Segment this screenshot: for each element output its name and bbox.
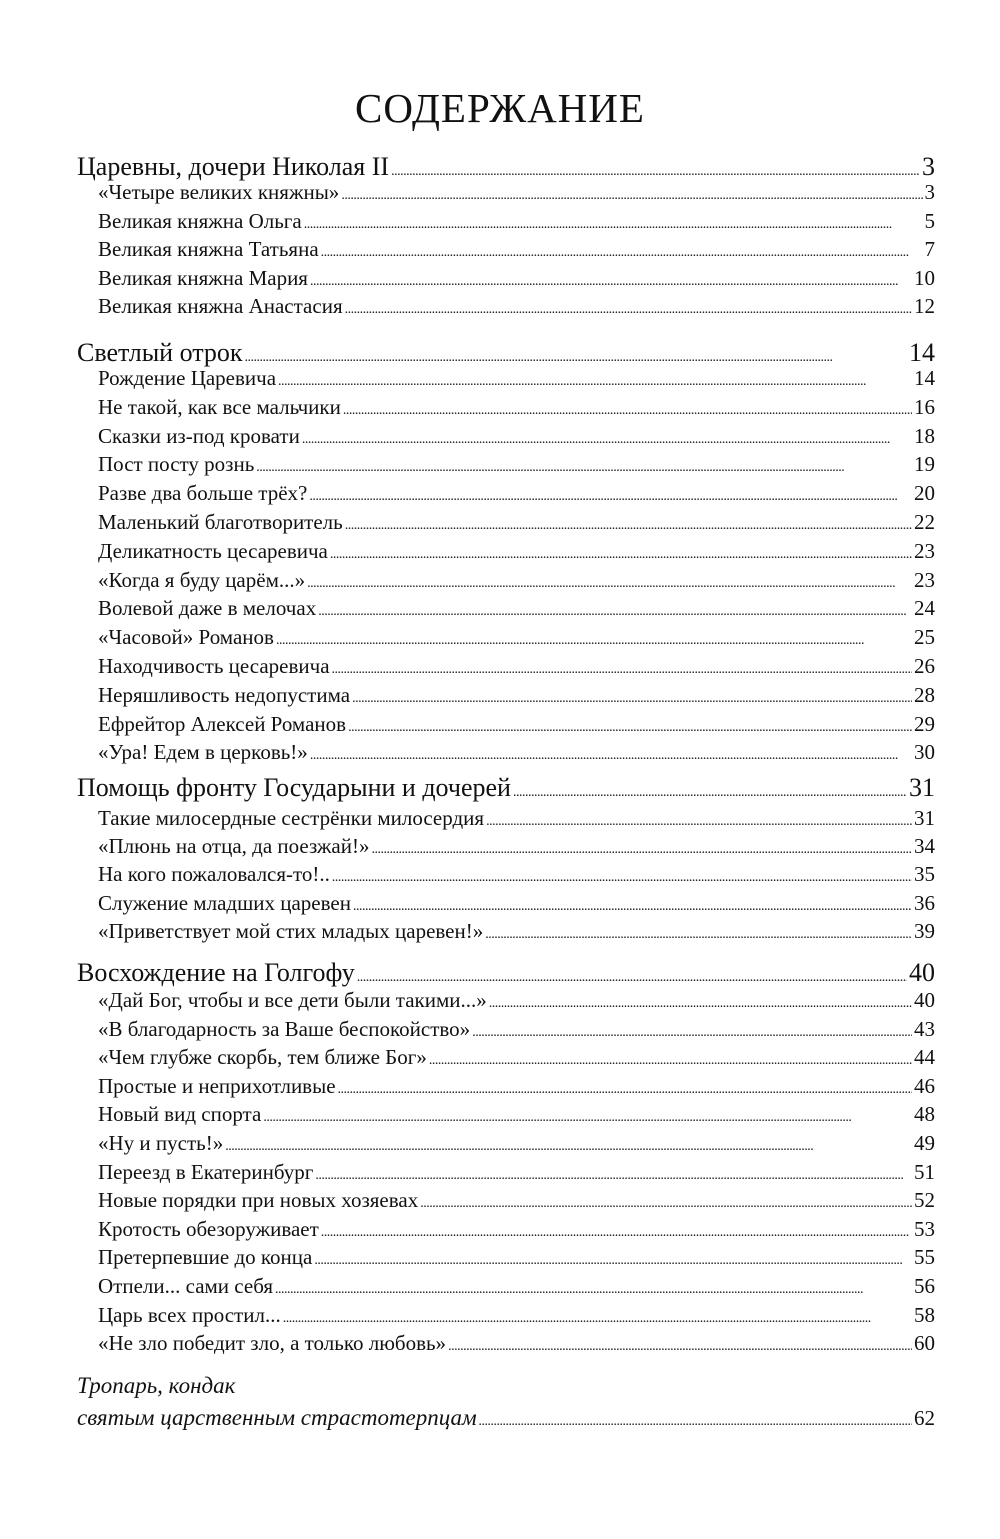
toc-entry[interactable]	[98, 1131, 935, 1159]
entry-title: Рождение Царевича	[98, 366, 277, 390]
entry-title: «Приветствует мой стих младых царевен!»	[98, 918, 484, 943]
entry-title: Разве два больше трёх?	[98, 481, 308, 506]
section-entry[interactable]	[77, 773, 935, 807]
entry-page-number: 55	[914, 1245, 935, 1270]
leader-dots	[283, 1303, 912, 1328]
entry-page-number: 34	[914, 834, 935, 859]
entry-page-number: 31	[914, 806, 935, 830]
toc-entry[interactable]	[98, 1102, 935, 1130]
entry-title: «Не зло победит зло, а только любовь»	[98, 1331, 447, 1356]
entry-title: Великая княжна Татьяна	[98, 237, 319, 262]
entry-page-number: 23	[914, 567, 935, 592]
entry-page-number: 14	[914, 366, 935, 390]
entry-page-number: 53	[914, 1216, 935, 1241]
leader-dots	[315, 1160, 912, 1185]
toc-entry[interactable]	[98, 1074, 935, 1102]
leader-dots	[256, 452, 912, 477]
entry-page-number: 56	[914, 1274, 935, 1298]
leader-dots	[310, 266, 912, 291]
leader-dots	[429, 1045, 912, 1070]
entry-page-number: 16	[914, 394, 935, 419]
entry-page-number: 40	[914, 988, 935, 1012]
entry-page-number: 44	[914, 1045, 935, 1070]
toc-entry[interactable]	[98, 683, 935, 711]
entry-title: «Четыре великих княжны»	[98, 180, 340, 204]
leader-dots	[353, 891, 912, 916]
appendix-title-line2: святым царственным страстотерпцам	[77, 1405, 477, 1430]
entry-title: «Дай Бог, чтобы и все дети были такими...»	[98, 988, 487, 1012]
toc-entry[interactable]	[98, 366, 935, 394]
entry-page-number: 30	[914, 740, 935, 765]
toc-entry[interactable]	[98, 654, 935, 682]
toc-entry[interactable]	[98, 481, 935, 509]
leader-dots	[314, 1245, 912, 1270]
entry-title: Великая княжна Ольга	[98, 208, 302, 233]
section-page-number: 40	[909, 958, 935, 987]
leader-dots	[357, 958, 907, 988]
section-title: Восхождение на Голгофу	[77, 958, 355, 987]
entry-title: Простые и неприхотливые	[98, 1073, 336, 1098]
leader-dots	[245, 338, 907, 368]
entry-title: Новый вид спорта	[98, 1102, 262, 1127]
appendix-entry[interactable]	[77, 1405, 935, 1435]
toc-entry[interactable]	[98, 891, 935, 919]
entry-title: «Ну и пусть!»	[98, 1131, 224, 1155]
entry-title: Кротость обезоруживает	[98, 1216, 319, 1241]
leader-dots	[276, 625, 912, 650]
toc-entry[interactable]	[98, 1045, 935, 1073]
toc-entry[interactable]	[98, 395, 935, 423]
leader-dots	[321, 237, 923, 262]
entry-title: «В благодарность за Ваше беспокойство»	[98, 1016, 471, 1041]
entry-page-number: 12	[914, 294, 935, 319]
leader-dots	[332, 654, 912, 679]
entry-title: Великая княжна Анастасия	[98, 294, 343, 319]
entry-page-number: 5	[924, 208, 935, 233]
entry-title: Отпели... сами себя	[98, 1274, 274, 1298]
section-title: Помощь фронту Государыни и дочерей	[77, 773, 511, 802]
entry-page-number: 20	[914, 481, 935, 506]
leader-dots	[345, 510, 912, 535]
toc-entry[interactable]	[98, 1303, 935, 1331]
entry-title: Переезд в Екатеринбург	[98, 1159, 314, 1184]
toc-entry[interactable]	[98, 1331, 935, 1359]
toc-entry[interactable]	[98, 266, 935, 294]
entry-title: Волевой даже в мелочах	[98, 596, 317, 621]
entry-page-number: 60	[914, 1331, 935, 1356]
toc-entry[interactable]	[98, 1217, 935, 1245]
section-title: Царевны, дочери Николая II	[77, 152, 390, 181]
toc-entry[interactable]	[98, 539, 935, 567]
entry-title: «Часовой» Романов	[98, 625, 274, 650]
entry-page-number: 48	[914, 1102, 935, 1127]
entry-page-number: 43	[914, 1016, 935, 1041]
entry-title: Неряшливость недопустима	[98, 682, 351, 707]
leader-dots	[310, 740, 912, 765]
leader-dots	[321, 1217, 912, 1242]
leader-dots	[391, 152, 920, 182]
toc-entry[interactable]	[98, 862, 935, 890]
entry-title: Претерпевшие до конца	[98, 1245, 313, 1270]
toc-entry[interactable]	[98, 1017, 935, 1045]
leader-dots	[343, 395, 912, 420]
entry-page-number: 22	[914, 510, 935, 534]
leader-dots	[302, 424, 912, 449]
appendix-title-line1: Тропарь, кондак	[77, 1373, 236, 1398]
toc-entry[interactable]	[98, 596, 935, 624]
entry-page-number: 26	[914, 654, 935, 678]
leader-dots	[472, 1017, 912, 1042]
toc-entry[interactable]	[98, 1274, 935, 1302]
leader-dots	[486, 806, 912, 831]
leader-dots	[352, 683, 912, 708]
section-page-number: 31	[909, 773, 935, 802]
toc-entry[interactable]	[98, 209, 935, 237]
toc-entry[interactable]	[98, 510, 935, 538]
leader-dots	[318, 596, 912, 621]
leader-dots	[479, 1405, 912, 1431]
leader-dots	[371, 834, 912, 859]
entry-page-number: 58	[914, 1302, 935, 1327]
entry-title: Маленький благотворитель	[98, 510, 343, 534]
entry-page-number: 49	[914, 1131, 935, 1155]
toc-entry[interactable]	[98, 834, 935, 862]
toc-entry[interactable]	[98, 806, 935, 834]
entry-title: Находчивость цесаревича	[98, 654, 330, 678]
leader-dots	[348, 712, 912, 737]
entry-title: Такие милосердные сестрёнки милосердия	[98, 806, 485, 830]
entry-title: Ефрейтор Алексей Романов	[98, 711, 347, 736]
entry-title: «Чем глубже скорбь, тем ближе Бог»	[98, 1045, 427, 1070]
section-page-number: 3	[922, 152, 935, 181]
entry-page-number: 28	[914, 682, 935, 707]
entry-page-number: 35	[914, 862, 935, 887]
leader-dots	[345, 294, 912, 319]
entry-page-number: 18	[914, 423, 935, 448]
leader-dots	[489, 988, 912, 1013]
page-title: СОДЕРЖАНИЕ	[355, 85, 645, 131]
toc-entry[interactable]	[98, 1160, 935, 1188]
entry-page-number: 19	[914, 452, 935, 477]
leader-dots	[448, 1331, 912, 1356]
toc-entry[interactable]	[98, 625, 935, 653]
leader-dots	[309, 481, 912, 506]
entry-page-number: 24	[914, 596, 935, 621]
toc-entry[interactable]	[98, 237, 935, 265]
entry-title: Служение младших царевен	[98, 890, 351, 915]
entry-page-number: 29	[914, 711, 935, 736]
toc-entry[interactable]	[98, 988, 935, 1016]
toc-entry[interactable]	[98, 712, 935, 740]
entry-title: Пост посту рознь	[98, 452, 255, 477]
entry-title: Царь всех простил...	[98, 1302, 281, 1327]
entry-title: «Плюнь на отца, да поезжай!»	[98, 834, 370, 859]
leader-dots	[513, 773, 907, 803]
toc-entry[interactable]	[98, 1188, 935, 1216]
leader-dots	[341, 180, 922, 205]
section-entry[interactable]	[77, 958, 935, 992]
leader-dots	[225, 1131, 912, 1156]
section-title: Светлый отрок	[77, 338, 243, 367]
leader-dots	[330, 539, 912, 564]
entry-page-number: 3	[924, 180, 935, 204]
entry-title: «Когда я буду царём...»	[98, 567, 306, 592]
leader-dots	[485, 919, 912, 944]
entry-page-number: 25	[914, 625, 935, 650]
entry-title: Сказки из-под кровати	[98, 423, 300, 448]
leader-dots	[420, 1188, 912, 1213]
entry-page-number: 51	[914, 1159, 935, 1184]
leader-dots	[338, 1074, 912, 1099]
entry-page-number: 36	[914, 890, 935, 915]
entry-title: На кого пожаловался-то!..	[98, 862, 330, 887]
leader-dots	[304, 209, 923, 234]
entry-title: Великая княжна Мария	[98, 265, 308, 290]
leader-dots	[278, 366, 912, 391]
toc-entry[interactable]	[98, 294, 935, 322]
toc-entry[interactable]	[98, 424, 935, 452]
entry-title: Новые порядки при новых хозяевах	[98, 1188, 419, 1213]
toc-entry[interactable]	[98, 740, 935, 768]
entry-title: Не такой, как все мальчики	[98, 394, 341, 419]
toc-entry[interactable]	[98, 568, 935, 596]
leader-dots	[307, 568, 912, 593]
entry-page-number: 7	[924, 237, 935, 262]
toc-entry[interactable]	[98, 452, 935, 480]
leader-dots	[263, 1102, 912, 1127]
toc-entry[interactable]	[98, 180, 935, 208]
toc-entry[interactable]	[98, 919, 935, 947]
appendix-page-number: 62	[914, 1406, 935, 1430]
entry-page-number: 23	[914, 538, 935, 563]
entry-page-number: 46	[914, 1073, 935, 1098]
entry-title: Деликатность цесаревича	[98, 538, 328, 563]
leader-dots	[275, 1274, 912, 1299]
entry-page-number: 10	[914, 265, 935, 290]
entry-page-number: 52	[914, 1188, 935, 1213]
leader-dots	[332, 862, 912, 887]
toc-entry[interactable]	[98, 1245, 935, 1273]
section-page-number: 14	[909, 338, 935, 367]
entry-page-number: 39	[914, 918, 935, 943]
entry-title: «Ура! Едем в церковь!»	[98, 740, 308, 765]
